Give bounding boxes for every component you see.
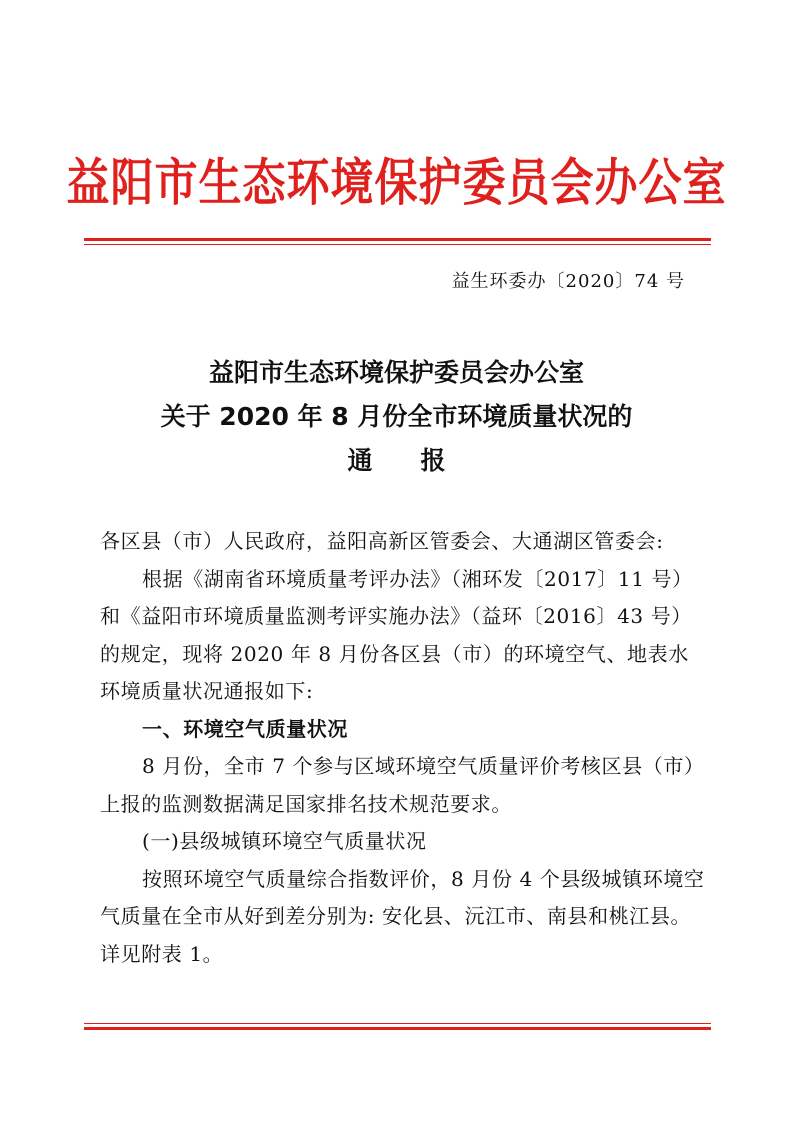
footer-rule-thick <box>84 1027 711 1030</box>
paragraph-1-line-4: 环境质量状况通报如下: <box>100 679 314 703</box>
issuer-masthead: 益阳市生态环境保护委员会办公室 <box>66 153 727 213</box>
subsection-1-heading: (一)县级城镇环境空气质量状况 <box>142 829 427 853</box>
paragraph-3-line-2: 气质量在全市从好到差分别为: 安化县、沅江市、南县和桃江县。 <box>100 904 692 928</box>
paragraph-3-line-1: 按照环境空气质量综合指数评价，8 月份 4 个县级城镇环境空 <box>142 866 705 891</box>
document-body <box>100 523 705 973</box>
masthead-rule-thick <box>84 238 711 241</box>
section-1-heading: 一、环境空气质量状况 <box>142 716 348 741</box>
addressee: 各区县（市）人民政府，益阳高新区管委会、大通湖区管委会: <box>100 529 664 553</box>
paragraph-1-line-1: 根据《湖南省环境质量考评办法》（湘环发〔2017〕11 号） <box>142 566 693 591</box>
masthead-rule-thin <box>84 244 711 245</box>
paragraph-3-line-3: 详见附表 1。 <box>100 941 224 966</box>
document-number: 益生环委办〔2020〕74 号 <box>451 271 685 292</box>
paragraph-2-line-1: 8 月份，全市 7 个参与区域环境空气质量评价考核区县（市） <box>142 754 705 778</box>
title-line-2: 关于 2020 年 8 月份全市环境质量状况的 <box>160 402 633 431</box>
paragraph-2-line-2: 上报的监测数据满足国家排名技术规范要求。 <box>100 791 512 816</box>
title-line-1: 益阳市生态环境保护委员会办公室 <box>208 358 584 387</box>
paragraph-1-line-2: 和《益阳市环境质量监测考评实施办法》（益环〔2016〕43 号） <box>100 604 692 628</box>
paragraph-1-line-3: 的规定，现将 2020 年 8 月份各区县（市）的环境空气、地表水 <box>100 641 689 666</box>
footer-rule-thin <box>84 1023 711 1024</box>
title-line-3: 通报 <box>347 446 494 475</box>
